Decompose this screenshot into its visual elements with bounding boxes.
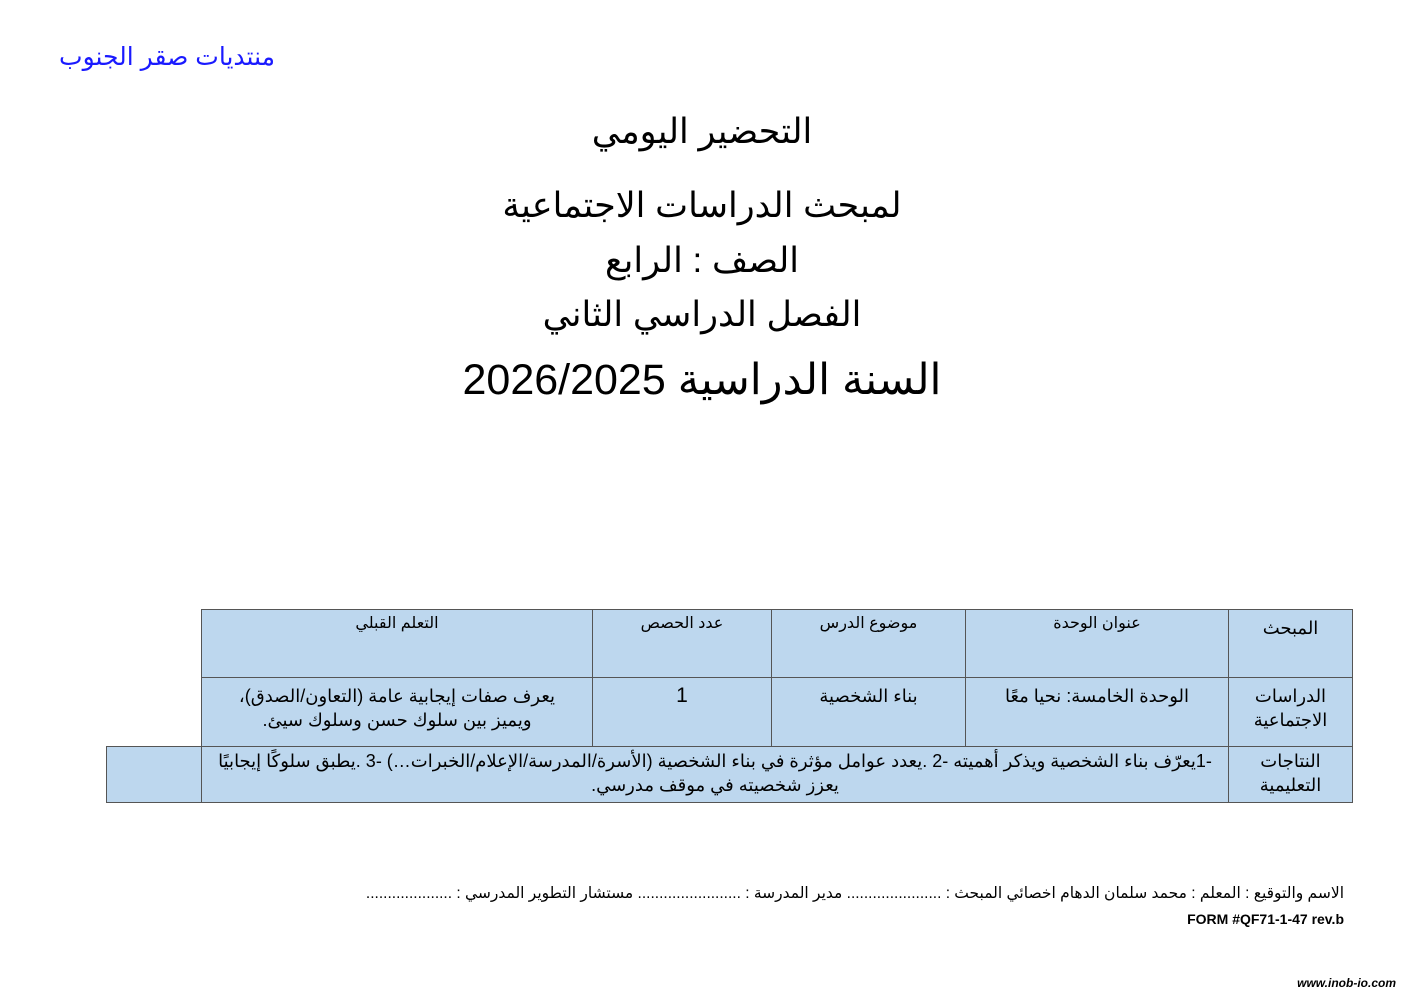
subject-title: لمبحث الدراسات الاجتماعية bbox=[502, 186, 902, 225]
website-link[interactable]: www.inob-io.com bbox=[1297, 976, 1396, 990]
header-periods: عدد الحصص bbox=[592, 609, 772, 678]
cell-outcomes-text: -1يعرّف بناء الشخصية ويذكر أهميته -2 .يعدد عوامل مؤثرة في بناء الشخصية (الأسرة/المدرسة/الإعلام/الخبرات…) -3 .يطبق سلوكًا إيجابيًا يعزز شخصيته في موقف مدرسي. bbox=[201, 746, 1229, 803]
cell-periods: 1 bbox=[592, 677, 772, 747]
header-unit-title: عنوان الوحدة bbox=[965, 609, 1229, 678]
cell-prior-learning: يعرف صفات إيجابية عامة (التعاون/الصدق)، ويميز بين سلوك حسن وسلوك سيئ. bbox=[201, 677, 593, 747]
form-code: FORM #QF71-1-47 rev.b bbox=[1187, 911, 1344, 927]
grade-title: الصف : الرابع bbox=[605, 241, 799, 280]
header-subject: المبحث bbox=[1228, 609, 1353, 678]
header-lesson-topic: موضوع الدرس bbox=[771, 609, 966, 678]
cell-unit-title: الوحدة الخامسة: نحيا معًا bbox=[965, 677, 1229, 747]
semester-title: الفصل الدراسي الثاني bbox=[542, 295, 862, 334]
header-prior-learning: التعلم القبلي bbox=[201, 609, 593, 678]
signature-line: الاسم والتوقيع : المعلم : محمد سلمان الدهام اخصائي المبحث : ...................... مدير المدرسة : ........................ مستشار التطوير المدرسي : .................... bbox=[365, 885, 1344, 902]
brand-title: منتديات صقر الجنوب bbox=[59, 43, 275, 71]
cell-outcomes-label: النتاجات التعليمية bbox=[1228, 746, 1353, 803]
cell-outcomes-extra bbox=[106, 746, 202, 803]
document-title: التحضير اليومي bbox=[591, 112, 813, 151]
cell-subject: الدراسات الاجتماعية bbox=[1228, 677, 1353, 747]
academic-year-title: السنة الدراسية 2026/2025 bbox=[462, 356, 942, 404]
cell-lesson-topic: بناء الشخصية bbox=[771, 677, 966, 747]
